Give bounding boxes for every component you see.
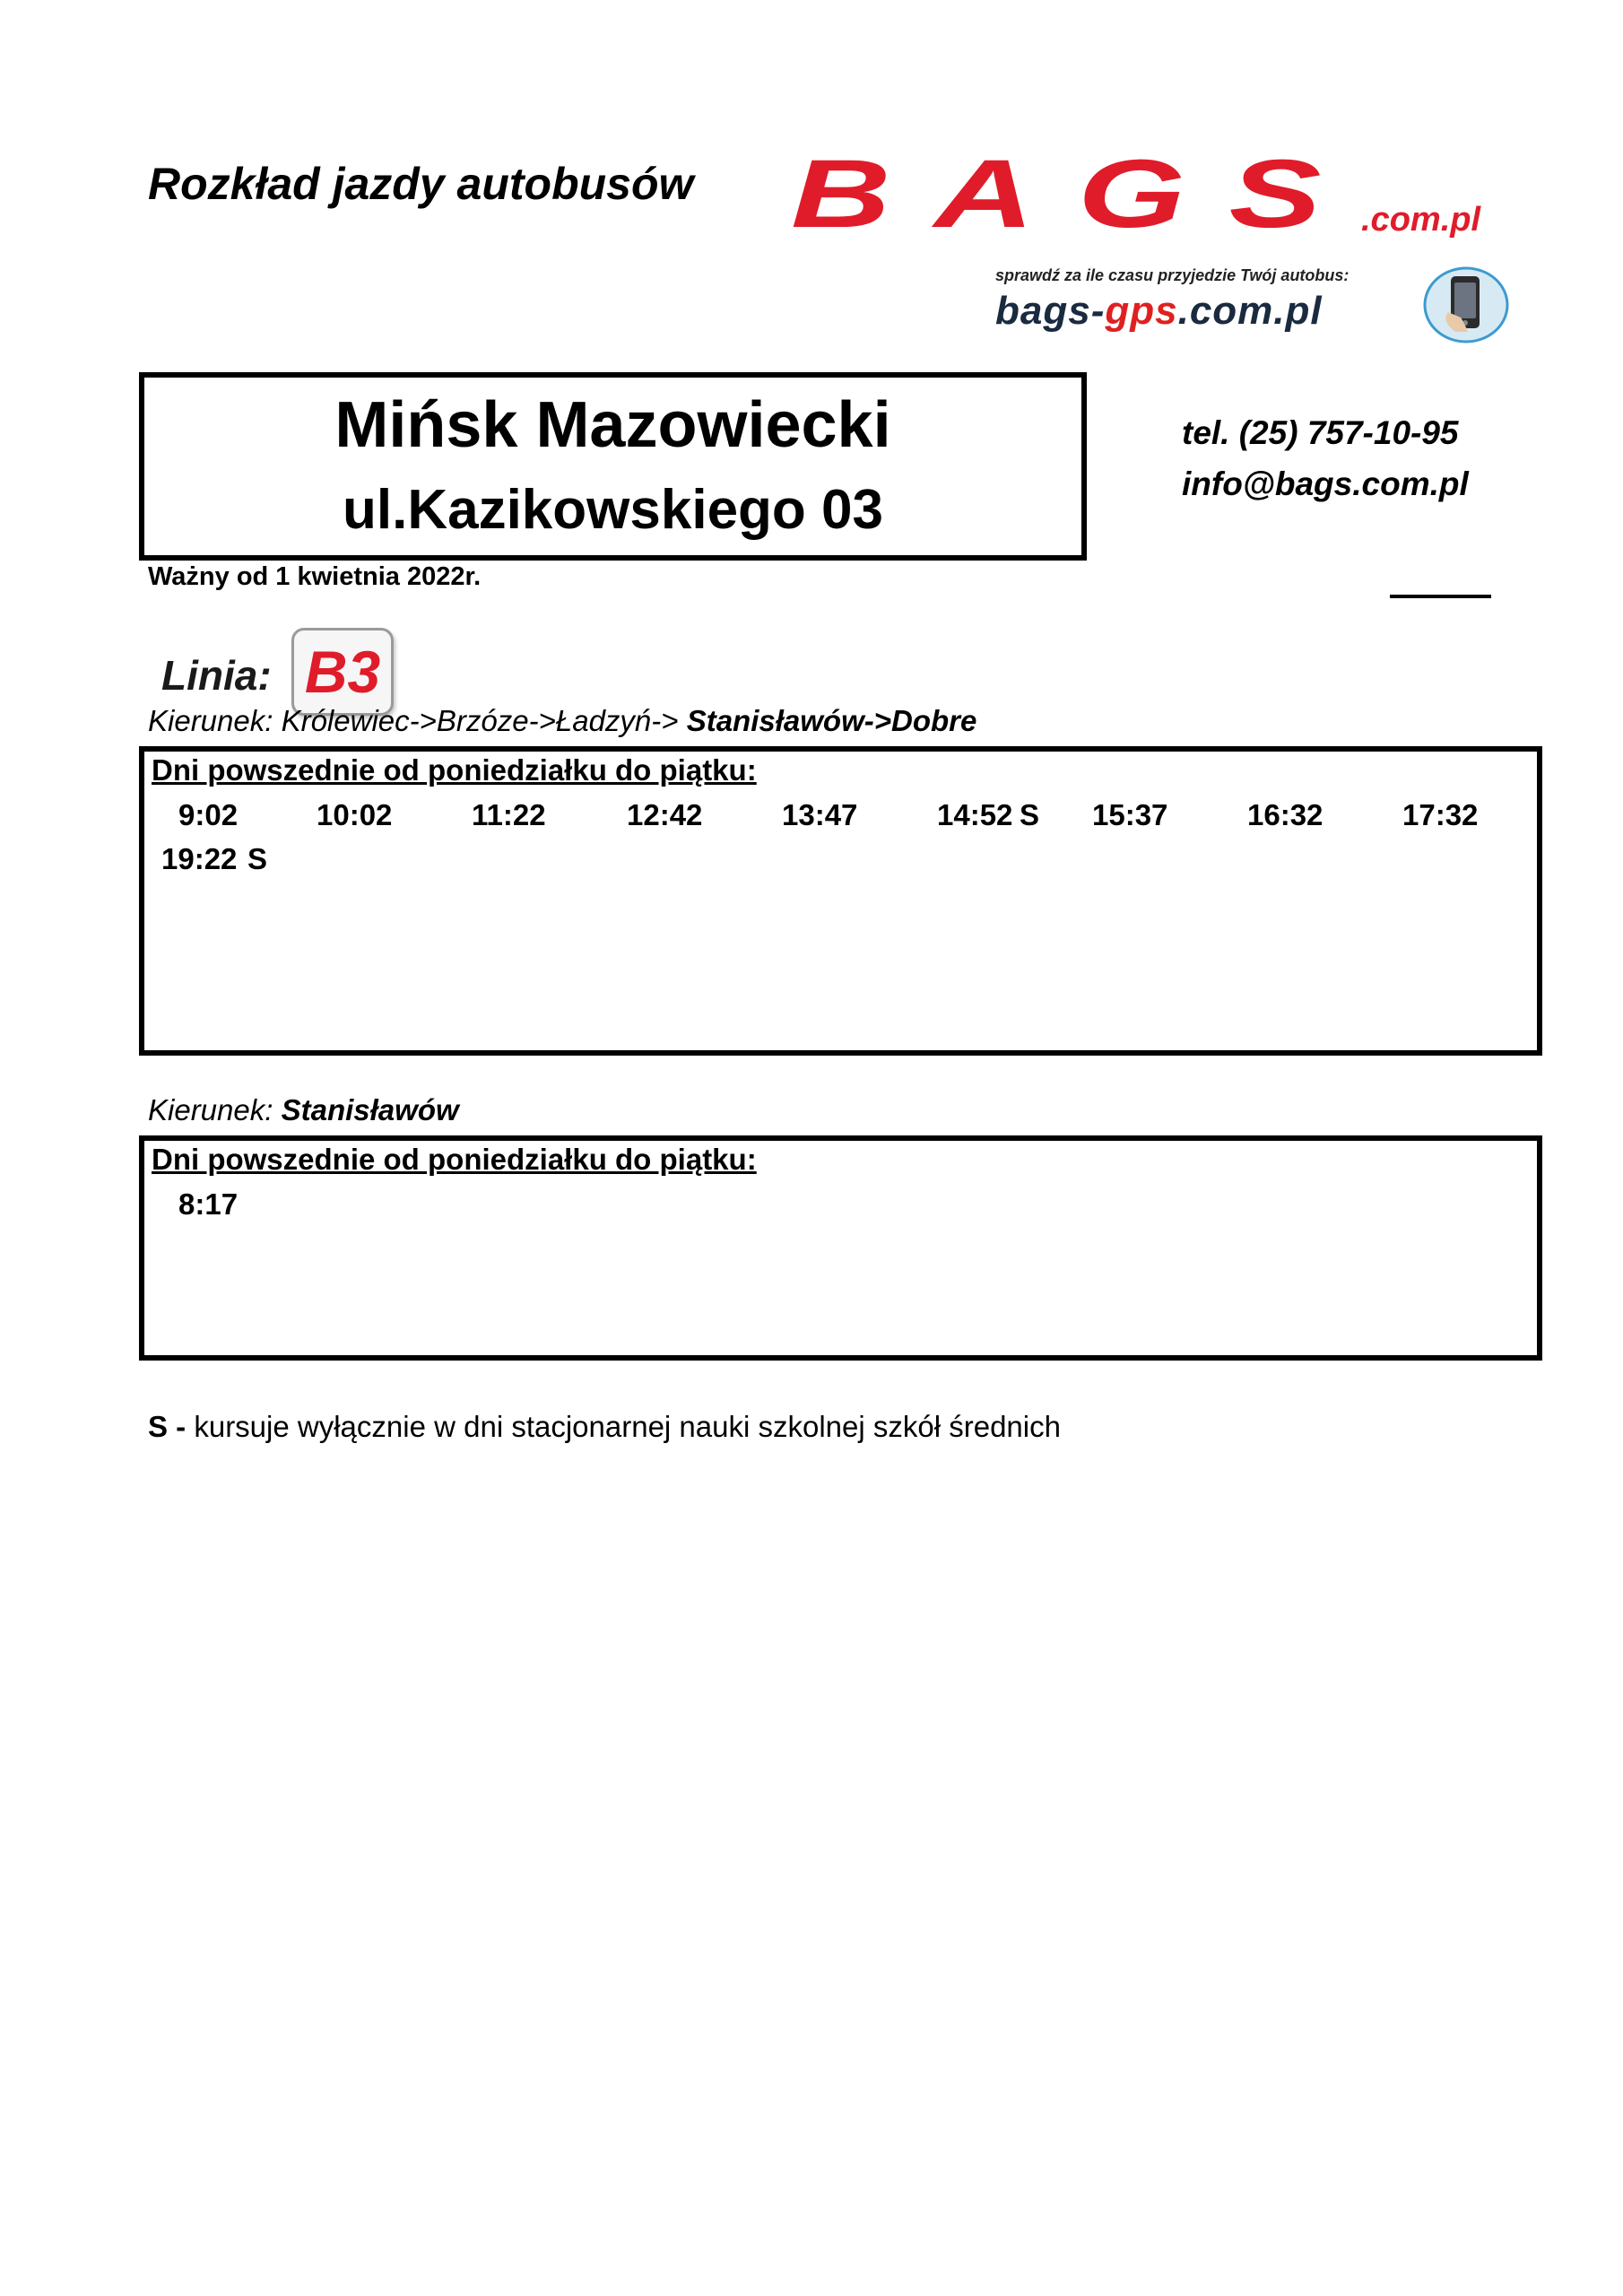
schedule-header: Dni powszednie od poniedziałku do piątku: bbox=[152, 753, 757, 787]
smartphone-gps-icon bbox=[1421, 265, 1511, 344]
departure-time: 11:22 bbox=[472, 798, 546, 831]
schedule-row bbox=[144, 798, 1537, 838]
divider bbox=[1390, 595, 1491, 598]
bags-logo-domain: .com.pl bbox=[1361, 201, 1481, 239]
line-label: Linia: bbox=[161, 652, 272, 699]
document-title: Rozkład jazdy autobusów bbox=[148, 159, 694, 209]
legend-text: kursuje wyłącznie w dni stacjonarnej nauki szkolnej szkół średnich bbox=[186, 1410, 1061, 1443]
stop-name: Mińsk Mazowiecki bbox=[334, 389, 891, 461]
schedule-row bbox=[144, 842, 1537, 882]
gps-url-part1: bags- bbox=[995, 289, 1106, 333]
line-number-badge: B3 bbox=[291, 628, 394, 716]
stop-info-box bbox=[139, 372, 1087, 561]
departure-time: 16:32 bbox=[1247, 798, 1324, 831]
gps-url-part3: .com.pl bbox=[1177, 289, 1323, 333]
departure-time: 9:02 bbox=[178, 798, 239, 831]
valid-from: Ważny od 1 kwietnia 2022r. bbox=[148, 562, 482, 591]
departure-time: 15:37 bbox=[1092, 798, 1168, 831]
direction-1 bbox=[148, 704, 976, 738]
schedule-row bbox=[144, 1187, 1537, 1227]
contact-phone: tel. (25) 757-10-95 bbox=[1182, 414, 1459, 451]
departure-time: 14:52 bbox=[937, 798, 1013, 831]
schedule-box-2 bbox=[139, 1135, 1542, 1361]
school-day-mark: S bbox=[247, 842, 268, 875]
school-day-mark: S bbox=[1020, 798, 1040, 831]
direction-2-prefix: Kierunek: bbox=[148, 1093, 282, 1126]
line-indicator bbox=[157, 619, 399, 718]
direction-1-prefix: Kierunek: Królewiec->Brzóze->Ładzyń-> bbox=[148, 704, 687, 737]
departure-time: 17:32 bbox=[1402, 798, 1479, 831]
gps-url bbox=[995, 289, 1323, 334]
stop-street: ul.Kazikowskiego 03 bbox=[343, 479, 883, 541]
bags-logo-graphic bbox=[780, 157, 1542, 247]
departure-time: 10:02 bbox=[317, 798, 393, 831]
gps-tagline: sprawdź za ile czasu przyjedzie Twój autobus: bbox=[995, 266, 1350, 284]
departure-time: 19:22 bbox=[161, 842, 238, 875]
schedule-box-1 bbox=[139, 746, 1542, 1056]
departure-time: 8:17 bbox=[178, 1187, 239, 1221]
direction-2 bbox=[148, 1093, 459, 1127]
bags-logo bbox=[780, 157, 1542, 247]
contact-email: info@bags.com.pl bbox=[1182, 465, 1469, 502]
direction-1-destination: Stanisławów->Dobre bbox=[686, 704, 977, 737]
legend bbox=[148, 1410, 1061, 1444]
departure-time: 13:47 bbox=[782, 798, 858, 831]
gps-url-part2: gps bbox=[1105, 289, 1178, 333]
schedule-header: Dni powszednie od poniedziałku do piątku: bbox=[152, 1143, 757, 1176]
direction-2-destination: Stanisławów bbox=[281, 1093, 459, 1126]
legend-symbol: S - bbox=[148, 1410, 187, 1443]
bags-logo-text: BAGS bbox=[791, 157, 1365, 247]
departure-time: 12:42 bbox=[627, 798, 703, 831]
